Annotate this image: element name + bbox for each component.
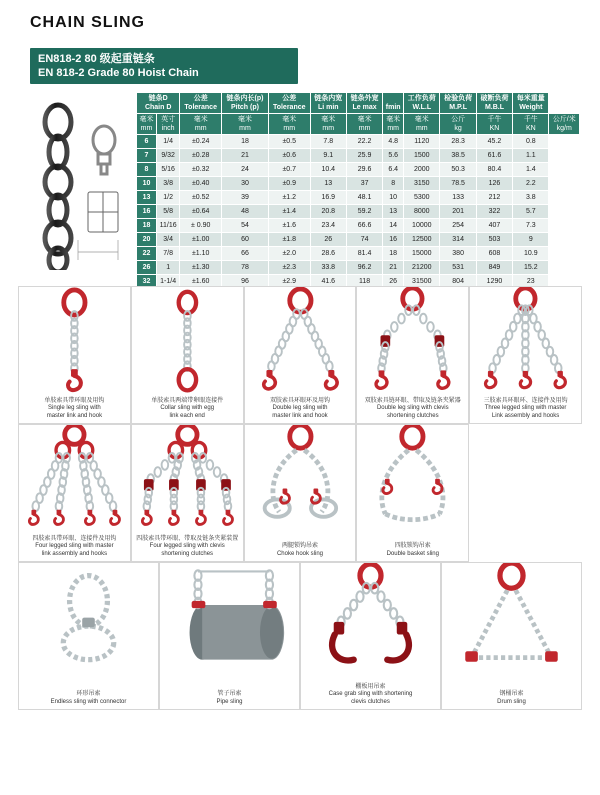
table-cell: ±0.9 (268, 177, 310, 191)
table-cell: 8000 (404, 205, 440, 219)
product-illustration (357, 287, 468, 401)
product-cell[interactable] (131, 424, 244, 562)
table-cell: 16 (383, 233, 404, 247)
table-cell: 201 (440, 205, 476, 219)
table-cell: 3/8 (156, 177, 179, 191)
standard-header-en: EN 818-2 Grade 80 Hoist Chain (38, 67, 199, 79)
col-le-max: 链条外宽 Le max (346, 93, 382, 114)
product-illustration (132, 287, 243, 401)
product-illustration (132, 425, 243, 539)
table-cell: ±0.6 (268, 149, 310, 163)
product-cell[interactable] (18, 286, 131, 424)
table-cell: 29.6 (346, 163, 382, 177)
product-caption-en: Double leg sling with master link and hook (272, 405, 328, 419)
product-caption (245, 398, 356, 421)
product-caption-cn: 双肢索具链环眼、带取及链条夹紧器 (364, 397, 461, 404)
table-cell: 13 (137, 191, 157, 205)
table-cell: 254 (440, 219, 476, 233)
unit-6: 毫米 mm (346, 114, 382, 135)
col-mpl: 检验负荷 M.P.L (440, 93, 476, 114)
product-illustration (160, 563, 299, 687)
table-cell: 6.4 (383, 163, 404, 177)
col-chain-d: 链条D Chain D (137, 93, 180, 114)
product-caption-cn: 四肢索具带环眼、连接件及用钩 (32, 535, 117, 542)
table-cell: 9.1 (310, 149, 346, 163)
product-caption-en: Endless sling with connector (50, 698, 127, 705)
table-cell: 5/8 (156, 205, 179, 219)
table-row (137, 233, 580, 247)
table-row (137, 163, 580, 177)
unit-12: 公斤/米 kg/m (549, 114, 580, 135)
table-cell: 22 (137, 247, 157, 261)
table-cell: 21 (222, 149, 269, 163)
table-cell: 3150 (404, 177, 440, 191)
table-cell: 133 (440, 191, 476, 205)
table-cell: ±1.8 (268, 233, 310, 247)
product-cell[interactable] (356, 286, 469, 424)
table-cell: 21200 (404, 261, 440, 275)
table-cell: 74 (346, 233, 382, 247)
table-cell: 6 (137, 135, 157, 149)
table-cell: 78.5 (440, 177, 476, 191)
table-cell: 66.6 (346, 219, 382, 233)
table-cell: 16 (137, 205, 157, 219)
table-cell: ±0.64 (180, 205, 222, 219)
table-row (137, 177, 580, 191)
product-cell[interactable] (469, 424, 582, 562)
table-cell: ±2.9 (268, 275, 310, 289)
product-caption-en: Collar sling with egg link each end (160, 405, 215, 419)
table-row (137, 205, 580, 219)
col-mbl: 破断负荷 M.B.L (476, 93, 512, 114)
unit-7: 毫米 mm (383, 114, 404, 135)
product-caption (301, 684, 440, 707)
product-caption-en: Single leg sling with master link and hook (46, 405, 103, 419)
table-cell: 38.5 (440, 149, 476, 163)
unit-8: 毫米 mm (404, 114, 440, 135)
product-caption-en: Three legged sling with master Link assembly and hooks (484, 405, 567, 419)
table-cell: 28.3 (440, 135, 476, 149)
product-cell[interactable] (18, 562, 159, 710)
table-cell: ±0.32 (180, 163, 222, 177)
col-tolerance-1: 公差 Tolerance (180, 93, 222, 114)
table-cell: 1290 (476, 275, 512, 289)
product-illustration (301, 563, 440, 687)
table-cell: ±0.52 (180, 191, 222, 205)
col-wll: 工作负荷 W.L.L (404, 93, 440, 114)
product-row (18, 562, 582, 710)
table-cell: 15000 (404, 247, 440, 261)
table-cell: 3/4 (156, 233, 179, 247)
table-cell: 33.8 (310, 261, 346, 275)
table-cell: ±1.4 (268, 205, 310, 219)
table-cell: 18 (383, 247, 404, 261)
table-cell: 407 (476, 219, 512, 233)
product-cell[interactable] (159, 562, 300, 710)
table-cell: ±1.30 (180, 261, 222, 275)
product-illustration (19, 563, 158, 687)
table-cell: 96.2 (346, 261, 382, 275)
table-cell: ±1.6 (268, 219, 310, 233)
table-cell: 18 (137, 219, 157, 233)
product-cell[interactable] (469, 286, 582, 424)
product-caption-cn: 单肢索具带环眼及用钩 (44, 397, 105, 404)
table-cell: 9 (513, 233, 549, 247)
table-cell: 24 (222, 163, 269, 177)
table-cell: ±0.7 (268, 163, 310, 177)
table-cell: 5300 (404, 191, 440, 205)
table-cell: 7.8 (310, 135, 346, 149)
product-caption-cn: 四肢索具带环眼、带取及链条夹紧装置 (136, 535, 239, 542)
table-cell: 314 (440, 233, 476, 247)
table-cell: 12500 (404, 233, 440, 247)
standard-header-cn: EN818-2 80 级起重链条 (38, 53, 155, 65)
product-illustration (245, 287, 356, 401)
table-cell: 32 (137, 275, 157, 289)
product-caption-en: Drum sling (497, 698, 526, 705)
table-cell: 1500 (404, 149, 440, 163)
table-row (137, 191, 580, 205)
spec-table-body (137, 135, 580, 289)
table-cell: 78 (222, 261, 269, 275)
table-cell: 2000 (404, 163, 440, 177)
chain-illustration (18, 100, 128, 270)
table-cell: 30 (222, 177, 269, 191)
table-cell: 48.1 (346, 191, 382, 205)
table-cell: 5.7 (513, 205, 549, 219)
product-cell[interactable] (131, 286, 244, 424)
product-caption-cn: 四肢锁钩吊索 (394, 543, 431, 549)
product-caption-cn: 棚板用吊索 (355, 683, 386, 690)
table-cell: 11/16 (156, 219, 179, 233)
table-row (137, 261, 580, 275)
table-cell: 4.8 (383, 135, 404, 149)
product-cell[interactable] (18, 424, 131, 562)
chain-illustration-svg (18, 100, 128, 270)
spec-table-head (137, 93, 580, 135)
product-caption (160, 691, 299, 706)
table-cell: 20 (137, 233, 157, 247)
unit-0: 毫米 mm (137, 114, 157, 135)
table-cell: 80.4 (476, 163, 512, 177)
product-caption-en: Four legged sling with clevis shortening clutches (149, 543, 225, 557)
product-caption-en: Choke hook sling (276, 550, 323, 557)
product-illustration (470, 425, 581, 539)
spec-units-row (137, 114, 580, 135)
table-cell: 608 (476, 247, 512, 261)
table-cell: 41.6 (310, 275, 346, 289)
product-cell[interactable] (244, 286, 357, 424)
col-pitch: 链条内长(p) Pitch (p) (222, 93, 269, 114)
table-cell: 212 (476, 191, 512, 205)
table-cell: 23.4 (310, 219, 346, 233)
table-cell: 14 (383, 219, 404, 233)
table-cell: ±0.5 (268, 135, 310, 149)
col-fmin: fmin (383, 93, 404, 114)
page-title: CHAIN SLING (30, 14, 145, 31)
table-cell: ±0.24 (180, 135, 222, 149)
table-cell: 50.3 (440, 163, 476, 177)
table-cell: 37 (346, 177, 382, 191)
table-cell: 1.1 (513, 149, 549, 163)
product-cell[interactable] (300, 562, 441, 710)
table-cell: ±0.40 (180, 177, 222, 191)
product-caption-en: Case grab sling with shortening clevis clutches (328, 691, 413, 705)
col-li-min: 链条内宽 Li min (310, 93, 346, 114)
table-cell: 26 (137, 261, 157, 275)
table-cell: 10.9 (513, 247, 549, 261)
table-cell: 20.8 (310, 205, 346, 219)
table-cell: ±1.2 (268, 191, 310, 205)
product-caption (245, 543, 356, 558)
table-cell: 1 (156, 261, 179, 275)
table-cell: 126 (476, 177, 512, 191)
table-cell: 2.2 (513, 177, 549, 191)
table-cell: 23 (513, 275, 549, 289)
table-cell: 10.4 (310, 163, 346, 177)
table-cell: 45.2 (476, 135, 512, 149)
table-cell: 1.4 (513, 163, 549, 177)
table-cell: ±1.00 (180, 233, 222, 247)
table-cell: ±1.10 (180, 247, 222, 261)
product-caption-cn: 钢桶吊索 (499, 691, 524, 697)
table-cell: 9/32 (156, 149, 179, 163)
product-illustration (442, 563, 581, 687)
table-cell: 31500 (404, 275, 440, 289)
product-caption-cn: 两腿锁钩吊索 (281, 543, 318, 549)
table-cell: ±2.0 (268, 247, 310, 261)
table-cell: 5.6 (383, 149, 404, 163)
product-row (18, 424, 582, 562)
table-cell: 28.6 (310, 247, 346, 261)
table-cell: 66 (222, 247, 269, 261)
unit-4: 毫米 mm (268, 114, 310, 135)
product-caption-en: Double basket sling (386, 550, 439, 557)
table-cell: ±1.60 (180, 275, 222, 289)
unit-11: 千牛 KN (513, 114, 549, 135)
spec-table (136, 92, 580, 289)
table-cell: 3.8 (513, 191, 549, 205)
table-cell: 8 (137, 163, 157, 177)
table-cell: 7.3 (513, 219, 549, 233)
table-cell: 25.9 (346, 149, 382, 163)
table-cell: 8 (383, 177, 404, 191)
table-cell: 26 (383, 275, 404, 289)
table-cell: 81.4 (346, 247, 382, 261)
product-caption-en: Pipe sling (216, 698, 243, 705)
table-cell: 10 (137, 177, 157, 191)
product-caption (19, 691, 158, 706)
product-caption-cn: 三肢索具环眼环、连接件及用钩 (483, 397, 568, 404)
table-cell: 849 (476, 261, 512, 275)
table-cell: 18 (222, 135, 269, 149)
table-cell: 39 (222, 191, 269, 205)
table-cell: 1/4 (156, 135, 179, 149)
product-caption (132, 398, 243, 421)
product-cell[interactable] (441, 562, 582, 710)
table-cell: ±2.3 (268, 261, 310, 275)
table-cell: 48 (222, 205, 269, 219)
table-cell: 531 (440, 261, 476, 275)
product-caption-en: Four legged sling with master link assembly and hooks (35, 543, 114, 557)
table-cell: 1/2 (156, 191, 179, 205)
product-caption-cn: 环形吊索 (76, 691, 101, 697)
table-cell: 16.9 (310, 191, 346, 205)
table-cell: 26 (310, 233, 346, 247)
unit-2: 毫米 mm (180, 114, 222, 135)
unit-9: 公斤 kg (440, 114, 476, 135)
product-caption (357, 398, 468, 421)
table-cell: 7 (137, 149, 157, 163)
product-illustration (245, 425, 356, 539)
product-caption-en: Double leg sling with clevis shortening clutches (376, 405, 449, 419)
table-cell: 503 (476, 233, 512, 247)
table-cell: 10 (383, 191, 404, 205)
table-cell: 54 (222, 219, 269, 233)
table-row (137, 247, 580, 261)
table-cell: 13 (310, 177, 346, 191)
product-caption (357, 543, 468, 558)
table-cell: 96 (222, 275, 269, 289)
product-illustration (19, 425, 130, 539)
product-illustration (357, 425, 468, 539)
product-caption-cn: 单肢索具两端带卵眼连接件 (151, 397, 224, 404)
unit-3: 毫米 mm (222, 114, 269, 135)
table-cell: 118 (346, 275, 382, 289)
unit-1: 英寸 inch (156, 114, 179, 135)
spec-header-row (137, 93, 580, 114)
table-cell: 10000 (404, 219, 440, 233)
table-cell: 1-1/4 (156, 275, 179, 289)
table-row (137, 219, 580, 233)
product-caption (470, 398, 581, 421)
table-cell: 380 (440, 247, 476, 261)
product-caption (19, 398, 130, 421)
product-cell[interactable] (356, 424, 469, 562)
standard-header (30, 48, 298, 84)
table-cell: 322 (476, 205, 512, 219)
table-cell: 0.8 (513, 135, 549, 149)
table-cell: 59.2 (346, 205, 382, 219)
product-caption (132, 536, 243, 559)
product-illustration (470, 287, 581, 401)
product-row (18, 286, 582, 424)
product-caption-cn: 双肢索具环眼环及用钩 (269, 397, 330, 404)
unit-10: 千牛 KN (476, 114, 512, 135)
col-tolerance-2: 公差 Tolerance (268, 93, 310, 114)
table-cell: 60 (222, 233, 269, 247)
product-caption-cn: 管子吊索 (217, 691, 242, 697)
product-illustration (19, 287, 130, 401)
table-cell: ± 0.90 (180, 219, 222, 233)
product-caption (19, 536, 130, 559)
table-row (137, 135, 580, 149)
table-cell: 13 (383, 205, 404, 219)
col-weight: 每米重量 Weight (513, 93, 549, 114)
table-cell: 1120 (404, 135, 440, 149)
product-cell[interactable] (244, 424, 357, 562)
table-cell: 15.2 (513, 261, 549, 275)
table-cell: 21 (383, 261, 404, 275)
table-cell: 61.6 (476, 149, 512, 163)
unit-5: 毫米 mm (310, 114, 346, 135)
table-row (137, 149, 580, 163)
table-cell: ±0.28 (180, 149, 222, 163)
table-cell: 5/16 (156, 163, 179, 177)
table-cell: 804 (440, 275, 476, 289)
table-cell: 22.2 (346, 135, 382, 149)
product-grid (18, 286, 582, 710)
table-cell: 7/8 (156, 247, 179, 261)
product-caption (442, 691, 581, 706)
